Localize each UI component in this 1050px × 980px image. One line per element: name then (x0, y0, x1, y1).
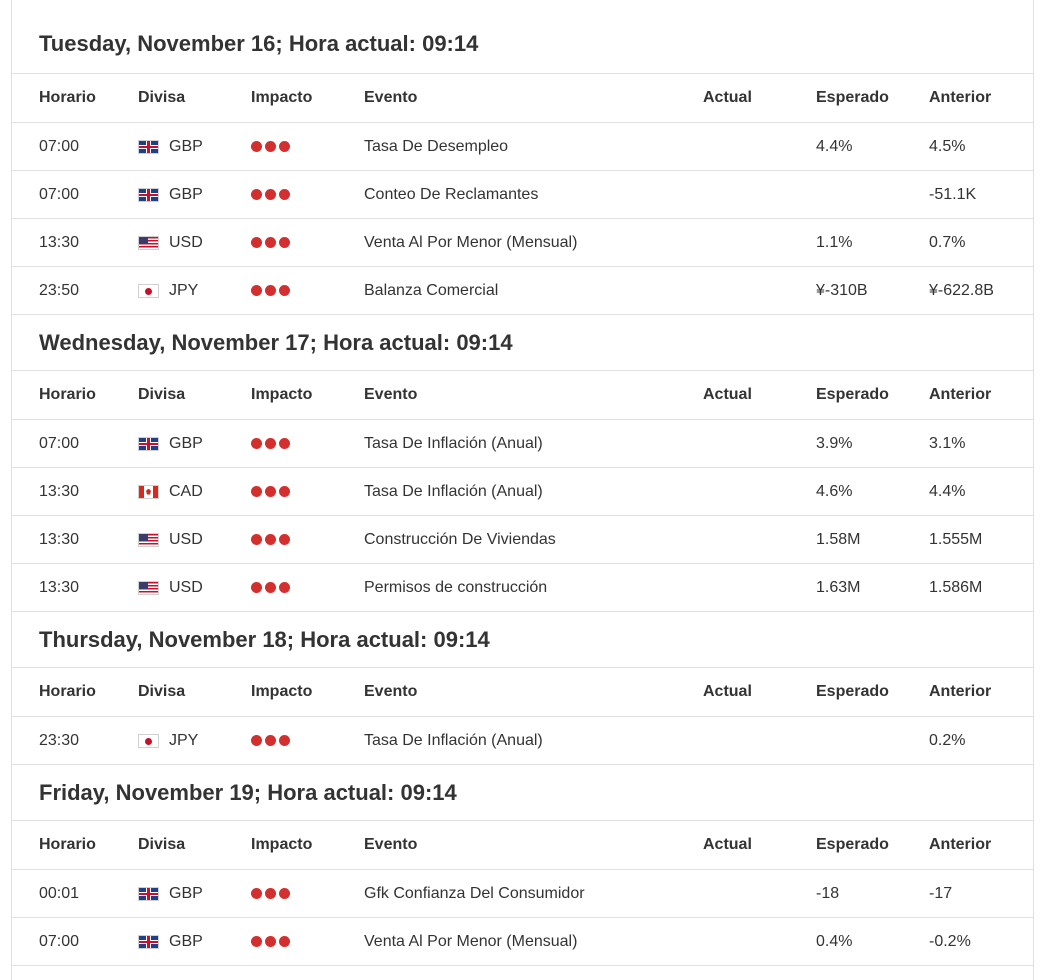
column-header-time: Horario (39, 89, 96, 106)
impact-dots (251, 486, 290, 497)
flag-cross (147, 189, 150, 201)
event-currency (138, 267, 198, 314)
event-previous: 3.1% (929, 434, 966, 452)
event-previous: 0.2% (929, 731, 966, 749)
column-header-previous: Anterior (929, 836, 992, 853)
event-currency (138, 171, 203, 218)
impact-dots (251, 285, 290, 296)
column-header-time: Horario (39, 683, 96, 700)
impact-dot-icon (251, 936, 262, 947)
column-header-currency: Divisa (138, 386, 186, 403)
event-currency (138, 918, 203, 965)
gb-flag-icon (138, 188, 159, 202)
gb-flag-icon (138, 437, 159, 451)
event-row[interactable] (12, 123, 1033, 171)
impact-dot-icon (279, 936, 290, 947)
impact-dot-icon (251, 285, 262, 296)
day-header: Wednesday, November 17; Hora actual: 09:14 (12, 315, 1033, 371)
impact-dot-icon (265, 936, 276, 947)
column-header-previous: Anterior (929, 386, 992, 403)
event-expected: 0.4% (816, 932, 853, 950)
impact-dot-icon (279, 438, 290, 449)
currency-code: USD (169, 530, 203, 548)
impact-indicator (251, 123, 290, 170)
event-row[interactable] (12, 564, 1033, 612)
event-time: 13:30 (39, 482, 80, 500)
event-name[interactable]: Permisos de construcción (364, 578, 548, 596)
event-expected: 4.6% (816, 482, 853, 500)
currency-code: JPY (169, 731, 199, 749)
event-time: 07:00 (39, 932, 80, 950)
column-header-expected: Esperado (816, 386, 889, 403)
day-header: Friday, November 19; Hora actual: 09:14 (12, 765, 1033, 821)
column-header-currency: Divisa (138, 836, 186, 853)
event-expected: 1.58M (816, 530, 861, 548)
impact-dot-icon (251, 582, 262, 593)
column-header-expected: Esperado (816, 683, 889, 700)
impact-dots (251, 438, 290, 449)
impact-dot-icon (251, 735, 262, 746)
event-expected: -18 (816, 884, 840, 902)
event-currency (138, 219, 203, 266)
day-header: Tuesday, November 16; Hora actual: 09:14 (12, 0, 1033, 74)
impact-indicator (251, 870, 290, 917)
event-name[interactable]: Tasa De Desempleo (364, 137, 509, 155)
impact-dot-icon (279, 735, 290, 746)
us-flag-icon (138, 533, 159, 547)
impact-dot-icon (279, 888, 290, 899)
impact-dots (251, 582, 290, 593)
impact-dot-icon (265, 237, 276, 248)
impact-dots (251, 237, 290, 248)
impact-indicator (251, 717, 290, 764)
event-name[interactable]: Tasa De Inflación (Anual) (364, 434, 543, 452)
impact-dots (251, 189, 290, 200)
event-expected: 1.63M (816, 578, 861, 596)
impact-dot-icon (251, 189, 262, 200)
economic-calendar (11, 0, 1034, 980)
event-name[interactable]: Tasa De Inflación (Anual) (364, 731, 543, 749)
us-flag-icon (138, 236, 159, 250)
flag-cross (147, 936, 150, 948)
impact-dot-icon (265, 189, 276, 200)
jp-flag-icon (138, 734, 159, 748)
gb-flag-icon (138, 140, 159, 154)
impact-dot-icon (279, 534, 290, 545)
event-expected: 4.4% (816, 137, 853, 155)
currency-code: GBP (169, 932, 203, 950)
event-row[interactable] (12, 420, 1033, 468)
impact-indicator (251, 171, 290, 218)
flag-canton (139, 237, 148, 244)
impact-dot-icon (265, 285, 276, 296)
column-header-currency: Divisa (138, 89, 186, 106)
column-header-row (12, 821, 1033, 870)
event-row[interactable] (12, 870, 1033, 918)
ca-flag-icon (138, 485, 159, 499)
column-header-time: Horario (39, 386, 96, 403)
event-time: 00:01 (39, 884, 80, 902)
event-row[interactable] (12, 918, 1033, 966)
currency-code: GBP (169, 137, 203, 155)
impact-indicator (251, 564, 290, 611)
event-currency (138, 420, 203, 467)
event-previous: 0.7% (929, 233, 966, 251)
impact-dot-icon (251, 486, 262, 497)
event-row[interactable] (12, 516, 1033, 564)
impact-indicator (251, 420, 290, 467)
impact-dot-icon (265, 141, 276, 152)
flag-cross (147, 438, 150, 450)
impact-dot-icon (265, 735, 276, 746)
column-header-previous: Anterior (929, 89, 992, 106)
currency-code: CAD (169, 482, 203, 500)
event-time: 07:00 (39, 137, 80, 155)
impact-dot-icon (265, 438, 276, 449)
event-name[interactable]: Construcción De Viviendas (364, 530, 556, 548)
jp-flag-icon (138, 284, 159, 298)
currency-code: GBP (169, 434, 203, 452)
impact-dot-icon (265, 888, 276, 899)
impact-dots (251, 141, 290, 152)
event-name[interactable]: Conteo De Reclamantes (364, 185, 539, 203)
flag-leaf (146, 489, 151, 495)
impact-dot-icon (279, 582, 290, 593)
flag-sun (145, 738, 152, 745)
impact-indicator (251, 468, 290, 515)
event-row[interactable] (12, 717, 1033, 765)
column-header-row (12, 371, 1033, 420)
event-previous: 1.555M (929, 530, 983, 548)
currency-code: USD (169, 233, 203, 251)
flag-sun (145, 288, 152, 295)
currency-code: GBP (169, 185, 203, 203)
impact-dot-icon (265, 534, 276, 545)
event-previous: -0.2% (929, 932, 971, 950)
column-header-row (12, 74, 1033, 123)
column-header-impact: Impacto (251, 683, 313, 700)
event-currency (138, 870, 203, 917)
event-previous: 1.586M (929, 578, 983, 596)
event-name[interactable]: Venta Al Por Menor (Mensual) (364, 932, 578, 950)
flag-canton (139, 582, 148, 589)
impact-dot-icon (279, 237, 290, 248)
event-time: 13:30 (39, 233, 80, 251)
column-header-currency: Divisa (138, 683, 186, 700)
gb-flag-icon (138, 887, 159, 901)
event-currency (138, 516, 203, 563)
column-header-row (12, 668, 1033, 717)
event-currency (138, 564, 203, 611)
impact-dot-icon (251, 534, 262, 545)
column-header-actual: Actual (703, 836, 752, 853)
impact-indicator (251, 267, 290, 314)
flag-cross (147, 141, 150, 153)
event-time: 23:30 (39, 731, 80, 749)
event-previous: -51.1K (929, 185, 977, 203)
event-previous: ¥-622.8B (929, 281, 994, 299)
event-currency (138, 123, 203, 170)
impact-dot-icon (251, 237, 262, 248)
column-header-impact: Impacto (251, 89, 313, 106)
event-previous: -17 (929, 884, 953, 902)
column-header-actual: Actual (703, 683, 752, 700)
column-header-previous: Anterior (929, 683, 992, 700)
event-previous: 4.4% (929, 482, 966, 500)
event-expected: 3.9% (816, 434, 853, 452)
column-header-event: Evento (364, 89, 418, 106)
column-header-time: Horario (39, 836, 96, 853)
flag-cross (147, 888, 150, 900)
column-header-event: Evento (364, 836, 418, 853)
us-flag-icon (138, 581, 159, 595)
column-header-event: Evento (364, 683, 418, 700)
impact-dots (251, 534, 290, 545)
event-currency (138, 717, 198, 764)
impact-dots (251, 735, 290, 746)
event-row[interactable] (12, 468, 1033, 516)
column-header-impact: Impacto (251, 836, 313, 853)
impact-dot-icon (251, 438, 262, 449)
column-header-actual: Actual (703, 386, 752, 403)
impact-dot-icon (251, 888, 262, 899)
event-expected: ¥-310B (816, 281, 868, 299)
event-name[interactable]: Balanza Comercial (364, 281, 499, 299)
event-row[interactable] (12, 219, 1033, 267)
impact-dot-icon (279, 285, 290, 296)
event-time: 13:30 (39, 578, 80, 596)
impact-indicator (251, 918, 290, 965)
event-currency (138, 468, 203, 515)
impact-dot-icon (251, 141, 262, 152)
currency-code: JPY (169, 281, 199, 299)
impact-dots (251, 936, 290, 947)
event-time: 07:00 (39, 434, 80, 452)
event-previous: 4.5% (929, 137, 966, 155)
column-header-expected: Esperado (816, 89, 889, 106)
column-header-event: Evento (364, 386, 418, 403)
column-header-actual: Actual (703, 89, 752, 106)
impact-dot-icon (265, 486, 276, 497)
day-header: Thursday, November 18; Hora actual: 09:14 (12, 612, 1033, 668)
event-time: 07:00 (39, 185, 80, 203)
event-name[interactable]: Tasa De Inflación (Anual) (364, 482, 543, 500)
column-header-expected: Esperado (816, 836, 889, 853)
impact-dot-icon (279, 486, 290, 497)
impact-dot-icon (279, 189, 290, 200)
impact-indicator (251, 516, 290, 563)
event-row[interactable] (12, 267, 1033, 315)
currency-code: USD (169, 578, 203, 596)
gb-flag-icon (138, 935, 159, 949)
event-row[interactable] (12, 171, 1033, 219)
event-expected: 1.1% (816, 233, 853, 251)
impact-indicator (251, 219, 290, 266)
event-name[interactable]: Gfk Confianza Del Consumidor (364, 884, 585, 902)
column-header-impact: Impacto (251, 386, 313, 403)
impact-dots (251, 888, 290, 899)
impact-dot-icon (279, 141, 290, 152)
event-name[interactable]: Venta Al Por Menor (Mensual) (364, 233, 578, 251)
impact-dot-icon (265, 582, 276, 593)
event-time: 23:50 (39, 281, 80, 299)
currency-code: GBP (169, 884, 203, 902)
flag-canton (139, 534, 148, 541)
event-time: 13:30 (39, 530, 80, 548)
